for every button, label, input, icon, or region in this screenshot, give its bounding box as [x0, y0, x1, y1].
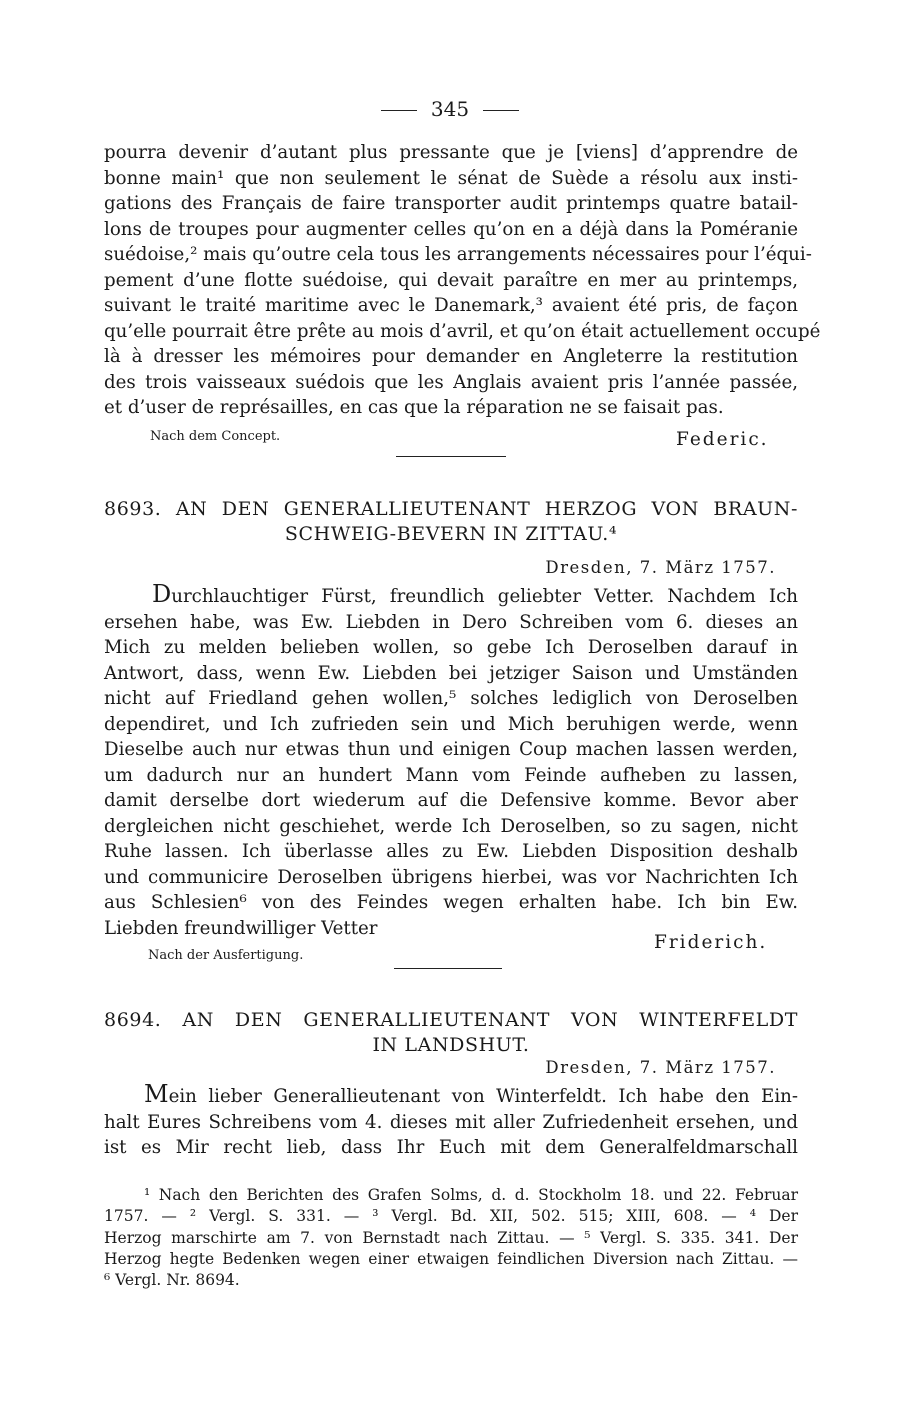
text-line	[104, 582, 798, 610]
text-line: halt Eures Schreibens vom 4. dieses mit aller Zufriedenheit ersehen, und	[104, 1111, 798, 1133]
signature: Federic.	[676, 429, 769, 450]
letter-heading-8694	[104, 1008, 798, 1058]
text-line: bonne main¹ que non seulement le sénat de Suède a résolu aux insti-	[104, 167, 798, 189]
text-line: là à dresser les mémoires pour demander en Angleterre la restitution	[104, 346, 798, 367]
text-line: und communicire Deroselben übrigens hierbei, was vor Nachrichten Ich	[104, 866, 798, 888]
text-line: Dieselbe auch nur etwas thun und einigen Coup machen lassen werden,	[104, 739, 798, 760]
text-line: ist es Mir recht lieb, dass Ihr Euch mit dem Generalfeldmarschall	[104, 1137, 798, 1158]
text-line: qu’elle pourrait être prête au mois d’avril, et qu’on était actuellement occupé	[104, 320, 821, 342]
text-line: suédoise,² mais qu’outre cela tous les arrangements nécessaires pour l’équi-	[104, 244, 812, 265]
text-line: des trois vaisseaux suédois que les Anglais avaient pris l’année passée,	[104, 371, 798, 393]
letter-body-8694	[104, 1082, 798, 1161]
text-line: damit derselbe dort wiederum auf die Defensive komme. Bevor aber	[104, 790, 798, 811]
page-number: 345	[430, 97, 470, 121]
footnote-line: Herzog marschirte am 7. von Bernstadt nach Zittau. — ⁵ Vergl. S. 335. 341. Der	[104, 1228, 798, 1247]
continuation-paragraph	[104, 140, 821, 421]
signature: Friderich.	[654, 932, 768, 953]
text-line: lons de troupes pour augmenter celles qu’on en a déjà dans la Poméranie	[104, 218, 798, 240]
heading-line: IN LANDSHUT.	[372, 1034, 530, 1056]
text-line: ersehen habe, was Ew. Liebden in Dero Schreiben vom 6. dieses an	[104, 611, 798, 633]
dash-right	[483, 110, 519, 111]
text-line: aus Schlesien⁶ von des Feindes wegen erhalten habe. Ich bin Ew.	[104, 892, 798, 913]
drop-cap: M	[144, 1080, 169, 1108]
dash-left	[381, 110, 417, 111]
text-line: pement d’une flotte suédoise, qui devait paraître en mer au printemps,	[104, 269, 798, 291]
text-line: Ruhe lassen. Ich überlasse alles zu Ew. Liebden Disposition deshalb	[104, 841, 798, 862]
source-note: Nach der Ausfertigung.	[148, 948, 304, 963]
text-line: nicht auf Friedland gehen wollen,⁵ solches lediglich von Deroselben	[104, 688, 798, 709]
heading-line: 8693. AN DEN GENERALLIEUTENANT HERZOG VON BRAUN-	[104, 498, 798, 520]
text-line: pourra devenir d’autant plus pressante que je [viens] d’apprendre de	[104, 142, 798, 163]
section-divider	[396, 456, 506, 457]
footnote-line: 1757. — ² Vergl. S. 331. — ³ Vergl. Bd. XII, 502. 515; XIII, 608. — ⁴ Der	[104, 1207, 798, 1226]
text-line	[104, 1082, 798, 1110]
text-line: Mich zu melden belieben wollen, so gebe Ich Deroselben darauf in	[104, 637, 798, 658]
first-line-text: ein lieber Generallieutenant von Winterfeldt. Ich habe den Ein-	[168, 1086, 798, 1107]
text-line: Liebden freundwilliger Vetter	[104, 917, 378, 939]
first-line-text: urchlauchtiger Fürst, freundlich geliebter Vetter. Nachdem Ich	[171, 586, 798, 607]
text-line: et d’user de représailles, en cas que la réparation ne se faisait pas.	[104, 397, 724, 418]
drop-cap: D	[152, 580, 172, 608]
dateline: Dresden, 7. März 1757.	[545, 558, 776, 577]
footnote-line: Herzog hegte Bedenken wegen einer etwaigen feindlichen Diversion nach Zittau. —	[104, 1249, 798, 1268]
source-note: Nach dem Concept.	[150, 429, 281, 444]
heading-line: SCHWEIG-BEVERN IN ZITTAU.⁴	[284, 523, 618, 545]
dateline: Dresden, 7. März 1757.	[545, 1058, 776, 1077]
heading-line: 8694. AN DEN GENERALLIEUTENANT VON WINTERFELDT	[104, 1009, 798, 1031]
footnote-line: ¹ Nach den Berichten des Grafen Solms, d. d. Stockholm 18. und 22. Februar	[144, 1186, 798, 1204]
text-line: Antwort, dass, wenn Ew. Liebden bei jetziger Saison und Umständen	[104, 662, 798, 684]
text-line: suivant le traité maritime avec le Danemark,³ avaient été pris, de façon	[104, 295, 798, 316]
text-line: gations des Français de faire transporter audit printemps quatre batail-	[104, 193, 798, 214]
text-line: um dadurch nur an hundert Mann vom Feinde aufheben zu lassen,	[104, 764, 798, 786]
footnotes	[104, 1185, 798, 1291]
page-number-header	[0, 96, 900, 122]
letter-body-8693	[104, 582, 798, 941]
footnote-line: ⁶ Vergl. Nr. 8694.	[104, 1271, 240, 1290]
letter-heading-8693	[104, 497, 798, 547]
text-line: dependiret, und Ich zufrieden sein und Mich beruhigen werde, wenn	[104, 713, 798, 735]
section-divider	[394, 968, 502, 969]
text-line: dergleichen nicht geschiehet, werde Ich Deroselben, so zu sagen, nicht	[104, 815, 798, 837]
